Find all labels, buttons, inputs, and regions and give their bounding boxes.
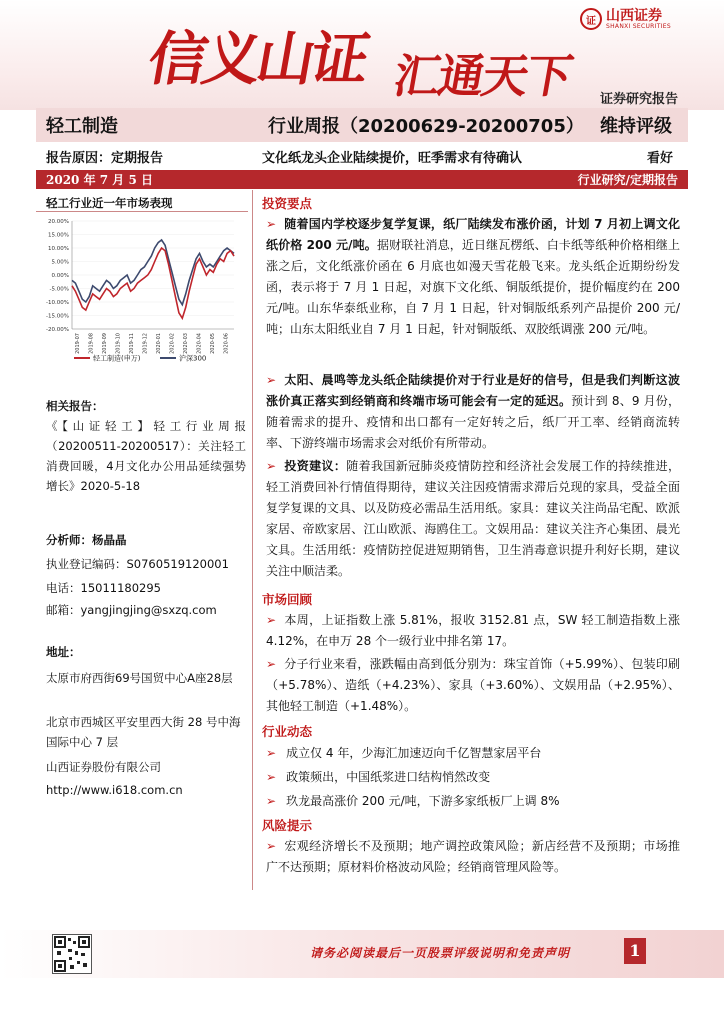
market-review-1: ➢ 本周，上证指数上涨 5.81%，报收 3152.81 点，SW 轻工制造指数上涨 4.12%，在申万 28 个一级行业中排名第 17。 xyxy=(266,613,680,648)
rating: 维持评级 xyxy=(600,116,672,137)
x-tick-label: 2019-12 xyxy=(142,333,149,354)
address-beijing: 北京市西城区平安里西大街 28 号中海国际中心 7 层 xyxy=(46,715,241,749)
y-tick-label: 10.00% xyxy=(48,246,69,252)
x-tick-label: 2019-07 xyxy=(74,333,81,354)
legend-label: 沪深300 xyxy=(179,354,207,363)
related-title: 相关报告： xyxy=(46,399,104,413)
report-type: 行业研究/定期报告 xyxy=(577,173,678,187)
series-line xyxy=(72,248,234,318)
company-name: 山西证券股份有限公司 xyxy=(46,760,161,774)
qr-code-icon xyxy=(52,934,92,974)
arrow-icon: ➢ xyxy=(266,794,277,808)
logo-en: SHANXI SECURITIES xyxy=(606,22,671,30)
risk-warning: ➢ 宏观经济增长不及预期；地产调控政策风险；新店经营不及预期；市场推广不达预期；原材料价格波动风险；经销商管理风险等。 xyxy=(266,839,680,874)
arrow-icon: ➢ xyxy=(266,217,277,231)
paragraph-signal: ➢ 太阳、晨鸣等龙头纸企陆续提价对于行业是好的信号，但是我们判断这波涨价真正落实到经销商和终端市场可能会有一定的延迟。预计到 8、9 月份，随着需求的提升、疫情和出口都有一定好转之后，纸厂开工率、经销商流转率、下游终端市场需求会对纸价有所带动。 xyxy=(266,373,680,450)
logo-icon: 证 xyxy=(580,8,602,30)
x-tick-label: 2019-08 xyxy=(88,333,95,354)
chart-rule xyxy=(36,211,248,212)
arrow-icon: ➢ xyxy=(266,839,277,853)
y-tick-label: -10.00% xyxy=(46,300,69,306)
y-tick-label: 5.00% xyxy=(51,259,69,266)
slogan-part1: 信义山证 xyxy=(143,25,372,93)
y-tick-label: 20.00% xyxy=(48,219,69,225)
arrow-icon: ➢ xyxy=(266,657,277,671)
arrow-icon: ➢ xyxy=(266,746,277,760)
y-tick-label: -15.00% xyxy=(46,313,69,320)
column-divider xyxy=(252,190,253,890)
x-tick-label: 2020-03 xyxy=(182,333,189,354)
x-tick-label: 2020-05 xyxy=(209,333,216,354)
news-item[interactable]: ➢ 玖龙最高涨价 200 元/吨，下游多家纸板厂上调 8% xyxy=(266,794,560,808)
company-logo xyxy=(580,8,671,30)
outlook: 看好 xyxy=(647,151,674,166)
x-tick-label: 2019-10 xyxy=(115,333,122,354)
paragraph-price-hike: ➢ 随着国内学校逐步复学复课，纸厂陆续发布涨价函，计划 7 月初上调文化纸价格 200 元/吨。据财联社消息，近日继瓦楞纸、白卡纸等纸种价格相继上涨之后，文化纸涨价函在 6 月底也如漫天雪花般飞来。龙头纸企近期纷纷发函，表示将于 7 月 1 日起，对旗下文化纸、铜版纸提价，提价幅度约在 200 元/吨。山东华泰纸业称，自 7 月 1 日起，针对铜版纸系列产品提价 200 元/吨；山东太阳纸业自 7 月 1 日起，针对铜版纸、双胶纸调涨 200 元/吨。 xyxy=(266,217,680,336)
y-tick-label: 15.00% xyxy=(48,232,69,239)
report-reason: 报告原因：定期报告 xyxy=(46,151,164,166)
section-risk: 风险提示 xyxy=(262,818,313,833)
analyst: 分析师：杨晶晶 xyxy=(46,533,127,547)
related-report[interactable]: 《【山证轻工】轻工行业周报（20200511-20200517）：关注轻工消费回暖，4月文化办公用品延续强势增长》2020-5-18 xyxy=(46,419,246,493)
section-market-review: 市场回顾 xyxy=(262,592,313,607)
phone: 电话：15011180295 xyxy=(46,581,161,595)
news-item[interactable]: ➢ 成立仅 4 年，少海汇加速迈向千亿智慧家居平台 xyxy=(266,746,542,760)
x-tick-label: 2020-01 xyxy=(155,333,162,354)
industry-name: 轻工制造 xyxy=(46,116,118,137)
x-tick-label: 2020-04 xyxy=(196,333,203,354)
report-title: 行业周报（20200629-20200705） xyxy=(268,116,584,137)
slogan-part2: 汇通天下 xyxy=(389,49,576,103)
email[interactable]: 邮箱：yangjingjing@sxzq.com xyxy=(46,603,217,617)
website-link[interactable]: http://www.i618.com.cn xyxy=(46,783,183,797)
y-tick-label: -5.00% xyxy=(49,286,69,293)
logo-cn: 山西证券 xyxy=(606,7,662,24)
market-chart xyxy=(36,213,248,373)
news-item[interactable]: ➢ 政策频出，中国纸浆进口结构悄然改变 xyxy=(266,770,491,784)
license-number: 执业登记编码：S0760519120001 xyxy=(46,557,229,571)
x-tick-label: 2019-11 xyxy=(128,333,135,354)
page-number: 1 xyxy=(624,938,646,964)
address-title: 地址： xyxy=(46,645,81,659)
arrow-icon: ➢ xyxy=(266,373,277,387)
arrow-icon: ➢ xyxy=(266,459,277,473)
market-review-2: ➢ 分子行业来看，涨跌幅由高到低分别为：珠宝首饰（+5.99%）、包装印刷（+5.78%）、造纸（+4.23%）、家具（+3.60%）、文娱用品（+2.95%）、其他轻工制造（+1.48%）。 xyxy=(266,657,680,713)
section-industry-news: 行业动态 xyxy=(262,724,313,739)
chart-title: 轻工行业近一年市场表现 xyxy=(46,196,173,210)
y-tick-label: -20.00% xyxy=(46,327,69,333)
report-subtitle: 文化纸龙头企业陆续提价，旺季需求有待确认 xyxy=(262,151,523,166)
section-investment-points: 投资要点 xyxy=(262,196,313,211)
report-date: 2020 年 7 月 5 日 xyxy=(46,173,153,187)
disclaimer[interactable]: 请务必阅读最后一页股票评级说明和免责声明 xyxy=(310,946,571,960)
x-tick-label: 2020-06 xyxy=(223,333,230,354)
research-label: 证券研究报告 xyxy=(599,92,678,107)
arrow-icon: ➢ xyxy=(266,613,277,627)
address-taiyuan: 太原市府西街69号国贸中心A座28层 xyxy=(46,671,233,685)
chart-svg xyxy=(36,213,248,373)
x-tick-label: 2019-09 xyxy=(101,333,108,354)
series-line xyxy=(72,240,234,305)
paragraph-investment-advice: ➢ 投资建议：随着我国新冠肺炎疫情防控和经济社会发展工作的持续推进，轻工消费回补行情值得期待，建议关注因疫情需求滞后兑现的家具，受益全面复学复课的文具、以及防疫必需品生活用纸。家具：建议关注尚品宅配、欧派家居、帝欧家居、江山欧派、海鸥住工。文娱用品：建议关注齐心集团、晨光文具。生活用纸：疫情防控促进短期销售，卫生消毒意识提升利好长期，建议关注中顺洁柔。 xyxy=(266,459,680,578)
y-tick-label: 0.00% xyxy=(51,273,69,279)
legend-label: 轻工制造(申万) xyxy=(93,354,141,363)
x-tick-label: 2020-02 xyxy=(169,333,176,354)
arrow-icon: ➢ xyxy=(266,770,277,784)
